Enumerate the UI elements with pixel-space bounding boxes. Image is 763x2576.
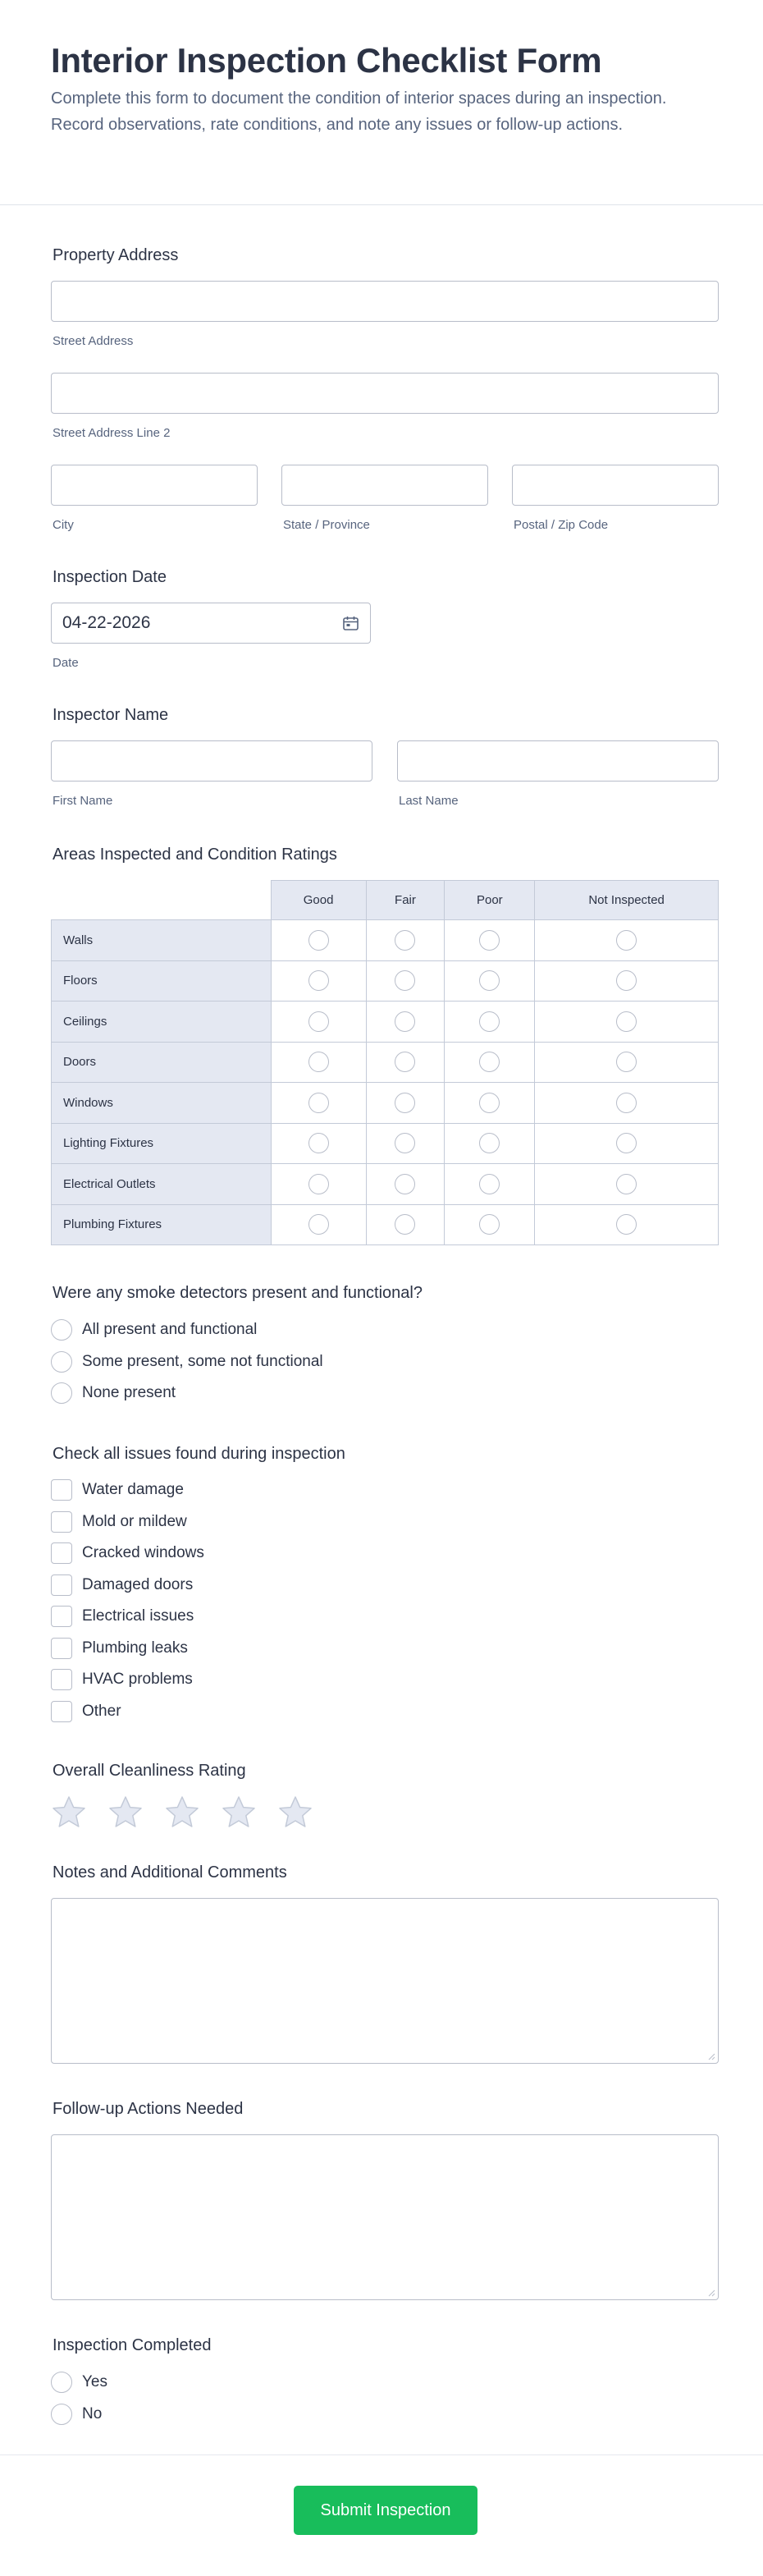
matrix-radio[interactable] (395, 1052, 415, 1072)
first-name-input[interactable] (51, 740, 372, 782)
option-label: Cracked windows (82, 1544, 204, 1561)
zip-sublabel: Postal / Zip Code (514, 518, 609, 532)
matrix-cell (366, 1042, 445, 1083)
matrix-cell (445, 1123, 535, 1164)
street-address-line2-sublabel: Street Address Line 2 (53, 426, 171, 440)
matrix-column-header: Poor (445, 881, 535, 920)
smoke-option[interactable] (51, 1351, 323, 1373)
form-description: Complete this form to document the condition of interior spaces during an inspection. Record observations, rate conditions, and note any issues or follow-up actions. (51, 89, 667, 134)
completed-option[interactable] (51, 2372, 107, 2393)
matrix-row (52, 1204, 719, 1245)
matrix-radio[interactable] (479, 1133, 500, 1153)
street-address-line2-input[interactable] (51, 373, 719, 414)
issues-label: Check all issues found during inspection (53, 1445, 345, 1463)
matrix-radio[interactable] (308, 1052, 329, 1072)
checkbox[interactable] (51, 1606, 72, 1627)
matrix-cell (445, 1002, 535, 1043)
matrix-cell (535, 1002, 719, 1043)
matrix-radio[interactable] (395, 1133, 415, 1153)
inspector-name-label: Inspector Name (53, 706, 169, 724)
matrix-row-label: Windows (52, 1083, 272, 1124)
form-header (0, 0, 763, 205)
option-label: No (82, 2405, 103, 2422)
matrix-row-label: Doors (52, 1042, 272, 1083)
matrix-radio[interactable] (479, 1214, 500, 1235)
form-title: Interior Inspection Checklist Form (51, 41, 602, 80)
matrix-cell (366, 1204, 445, 1245)
checkbox[interactable] (51, 1669, 72, 1690)
street-address-sublabel: Street Address (53, 334, 134, 348)
first-name-sublabel: First Name (53, 794, 113, 808)
resize-grip-icon[interactable] (707, 2052, 715, 2060)
matrix-radio[interactable] (308, 1133, 329, 1153)
matrix-radio[interactable] (308, 930, 329, 951)
matrix-cell (445, 920, 535, 961)
matrix-cell (535, 1204, 719, 1245)
matrix-radio[interactable] (479, 1093, 500, 1113)
option-label: Some present, some not functional (82, 1353, 323, 1370)
issue-option[interactable] (51, 1638, 188, 1659)
matrix-row-label: Plumbing Fixtures (52, 1204, 272, 1245)
inspection-date-value: 04-22-2026 (62, 613, 151, 632)
matrix-radio[interactable] (616, 970, 637, 991)
matrix-radio[interactable] (395, 970, 415, 991)
matrix-cell (535, 1083, 719, 1124)
option-label: HVAC problems (82, 1671, 193, 1688)
matrix-cell (445, 1042, 535, 1083)
matrix-radio[interactable] (308, 1174, 329, 1194)
checkbox[interactable] (51, 1479, 72, 1501)
checkbox[interactable] (51, 1542, 72, 1564)
submit-button[interactable]: Submit Inspection (294, 2486, 477, 2535)
matrix-cell (271, 1083, 366, 1124)
matrix-corner (52, 881, 272, 920)
checkbox[interactable] (51, 1574, 72, 1596)
matrix-cell (271, 1002, 366, 1043)
matrix-row-label: Floors (52, 960, 272, 1002)
star-icon[interactable] (107, 1794, 144, 1831)
matrix-radio[interactable] (479, 1052, 500, 1072)
issue-option[interactable] (51, 1511, 187, 1533)
matrix-cell (366, 920, 445, 961)
option-label: Mold or mildew (82, 1513, 187, 1530)
matrix-cell (366, 1164, 445, 1205)
star-icon[interactable] (164, 1794, 200, 1831)
last-name-sublabel: Last Name (399, 794, 459, 808)
matrix-radio[interactable] (616, 1174, 637, 1194)
state-sublabel: State / Province (283, 518, 370, 532)
matrix-radio[interactable] (395, 1214, 415, 1235)
matrix-column-header: Good (271, 881, 366, 920)
option-label: Other (82, 1703, 121, 1720)
matrix-radio[interactable] (616, 1133, 637, 1153)
matrix-row (52, 1083, 719, 1124)
matrix-row (52, 1164, 719, 1205)
matrix-cell (366, 1002, 445, 1043)
issue-option[interactable] (51, 1701, 121, 1722)
matrix-cell (366, 960, 445, 1002)
matrix-cell (535, 1123, 719, 1164)
matrix-cell (535, 1042, 719, 1083)
matrix-row (52, 1042, 719, 1083)
matrix-radio[interactable] (395, 1011, 415, 1032)
matrix-row-label: Walls (52, 920, 272, 961)
option-label: Damaged doors (82, 1576, 194, 1593)
issue-option[interactable] (51, 1479, 184, 1501)
matrix-cell (445, 1164, 535, 1205)
matrix-radio[interactable] (308, 970, 329, 991)
checkbox[interactable] (51, 1638, 72, 1659)
matrix-radio[interactable] (616, 1214, 637, 1235)
smoke-option[interactable] (51, 1382, 176, 1404)
radio-button[interactable] (51, 1351, 72, 1373)
matrix-cell (535, 1164, 719, 1205)
matrix-row-label: Lighting Fixtures (52, 1123, 272, 1164)
matrix-row-label: Electrical Outlets (52, 1164, 272, 1205)
issue-option[interactable] (51, 1542, 204, 1564)
option-label: Water damage (82, 1481, 184, 1498)
matrix-radio[interactable] (616, 1011, 637, 1032)
matrix-cell (271, 920, 366, 961)
matrix-radio[interactable] (308, 1011, 329, 1032)
matrix-cell (271, 960, 366, 1002)
date-sublabel: Date (53, 656, 79, 670)
matrix-cell (535, 920, 719, 961)
star-icon[interactable] (221, 1794, 257, 1831)
matrix-radio[interactable] (395, 1174, 415, 1194)
matrix-radio[interactable] (616, 1052, 637, 1072)
checkbox[interactable] (51, 1511, 72, 1533)
city-input[interactable] (51, 465, 258, 506)
notes-label: Notes and Additional Comments (53, 1863, 287, 1882)
matrix-radio[interactable] (479, 1011, 500, 1032)
matrix-cell (366, 1083, 445, 1124)
followup-textarea[interactable] (51, 2134, 719, 2300)
matrix-radio[interactable] (479, 970, 500, 991)
street-address-input[interactable] (51, 281, 719, 322)
matrix-cell (271, 1123, 366, 1164)
address-label: Property Address (53, 246, 179, 264)
checkbox[interactable] (51, 1701, 72, 1722)
matrix-radio[interactable] (308, 1093, 329, 1113)
matrix-radio[interactable] (616, 1093, 637, 1113)
matrix-row (52, 1123, 719, 1164)
cleanliness-label: Overall Cleanliness Rating (53, 1762, 246, 1780)
radio-button[interactable] (51, 1319, 72, 1341)
matrix-row (52, 920, 719, 961)
matrix-radio[interactable] (479, 930, 500, 951)
areas-matrix-label: Areas Inspected and Condition Ratings (53, 846, 337, 864)
radio-button[interactable] (51, 1382, 72, 1404)
issue-option[interactable] (51, 1606, 194, 1627)
matrix-row-label: Ceilings (52, 1002, 272, 1043)
matrix-cell (366, 1123, 445, 1164)
matrix-column-header: Not Inspected (535, 881, 719, 920)
resize-grip-icon[interactable] (707, 2289, 715, 2297)
option-label: Yes (82, 2373, 107, 2390)
inspection-date-input[interactable] (51, 603, 371, 644)
smoke-option[interactable] (51, 1319, 257, 1341)
matrix-cell (271, 1164, 366, 1205)
matrix-cell (445, 1083, 535, 1124)
radio-button[interactable] (51, 2372, 72, 2393)
issue-option[interactable] (51, 1574, 193, 1596)
city-sublabel: City (53, 518, 74, 532)
matrix-radio[interactable] (395, 930, 415, 951)
option-label: None present (82, 1384, 176, 1401)
option-label: All present and functional (82, 1321, 258, 1338)
matrix-cell (271, 1042, 366, 1083)
matrix-row (52, 960, 719, 1002)
calendar-icon[interactable] (343, 616, 359, 630)
matrix-radio[interactable] (479, 1174, 500, 1194)
followup-label: Follow-up Actions Needed (53, 2100, 244, 2118)
inspection-completed-label: Inspection Completed (53, 2336, 212, 2354)
matrix-radio[interactable] (308, 1214, 329, 1235)
notes-textarea[interactable] (51, 1898, 719, 2064)
issue-option[interactable] (51, 1669, 193, 1690)
option-label: Plumbing leaks (82, 1639, 188, 1657)
zip-input[interactable] (512, 465, 719, 506)
star-icon[interactable] (51, 1794, 87, 1831)
matrix-cell (271, 1204, 366, 1245)
radio-button[interactable] (51, 2404, 72, 2425)
star-icon[interactable] (277, 1794, 313, 1831)
star-rating (51, 1794, 334, 1831)
matrix-radio[interactable] (395, 1093, 415, 1113)
matrix-radio[interactable] (616, 930, 637, 951)
last-name-input[interactable] (397, 740, 719, 782)
completed-option[interactable] (51, 2404, 102, 2425)
state-input[interactable] (281, 465, 488, 506)
condition-matrix (51, 880, 719, 1245)
matrix-cell (445, 1204, 535, 1245)
option-label: Electrical issues (82, 1607, 194, 1625)
matrix-cell (535, 960, 719, 1002)
smoke-detector-label: Were any smoke detectors present and functional? (53, 1284, 423, 1302)
matrix-cell (445, 960, 535, 1002)
matrix-row (52, 1002, 719, 1043)
matrix-column-header: Fair (366, 881, 445, 920)
inspection-date-label: Inspection Date (53, 568, 167, 586)
